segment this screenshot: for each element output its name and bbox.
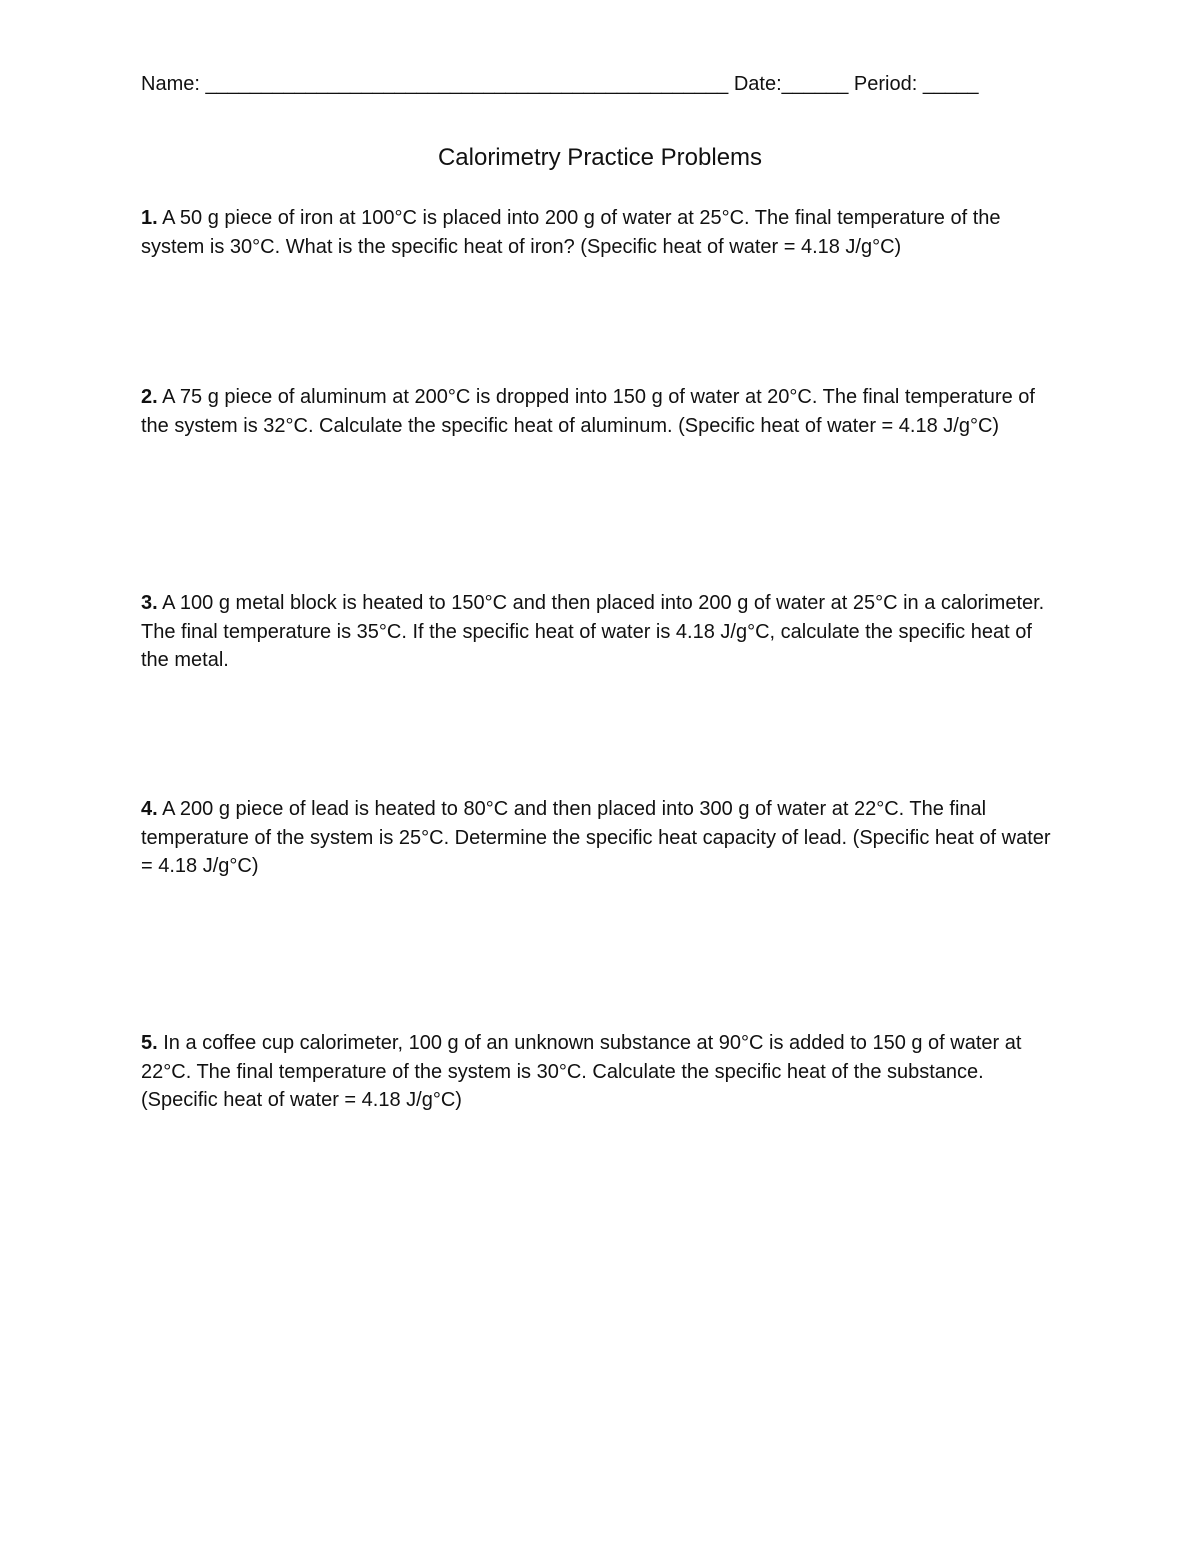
problem-3 [141, 589, 1061, 675]
problem-number: 5. [141, 1032, 158, 1054]
problem-text: In a coffee cup calorimeter, 100 g of an unknown substance at 90°C is added to 150 g of water at 22°C. The final temperature of the system is 30°C. Calculate the specific heat of the substance. (Specific heat of water = 4.18 J/g°C) [141, 1032, 1022, 1111]
name-label: Name: [141, 73, 206, 95]
problem-text: A 200 g piece of lead is heated to 80°C and then placed into 300 g of water at 22°C. The final temperature of the system is 25°C. Determine the specific heat capacity of lead. (Specific heat of water = 4.18 J/g°C) [141, 798, 1051, 877]
date-label: Date: [728, 73, 782, 95]
problem-text: A 75 g piece of aluminum at 200°C is dropped into 150 g of water at 20°C. The final temperature of the system is 32°C. Calculate the specific heat of aluminum. (Specific heat of water = 4.18 J/g°C) [141, 386, 1035, 437]
problem-2 [141, 383, 1061, 440]
period-blank: _____ [922, 73, 979, 95]
problem-1 [141, 204, 1061, 261]
problem-4 [141, 795, 1061, 881]
problem-number: 2. [141, 386, 158, 408]
page-title: Calorimetry Practice Problems [437, 144, 763, 171]
problem-number: 3. [141, 592, 158, 614]
name-blank: _______________________________________________ [205, 73, 729, 95]
date-blank: ______ [781, 73, 849, 95]
student-info-header [141, 70, 1061, 98]
period-label: Period: [848, 73, 923, 95]
problem-number: 4. [141, 798, 158, 820]
problem-text: A 100 g metal block is heated to 150°C and then placed into 200 g of water at 25°C in a calorimeter. The final temperature is 35°C. If the specific heat of water is 4.18 J/g°C, calculate the specific heat of the metal. [141, 592, 1045, 671]
problem-5 [141, 1029, 1061, 1115]
problem-text: A 50 g piece of iron at 100°C is placed into 200 g of water at 25°C. The final temperature of the system is 30°C. What is the specific heat of iron? (Specific heat of water = 4.18 J/g°C) [141, 207, 1001, 258]
problem-number: 1. [141, 207, 158, 229]
